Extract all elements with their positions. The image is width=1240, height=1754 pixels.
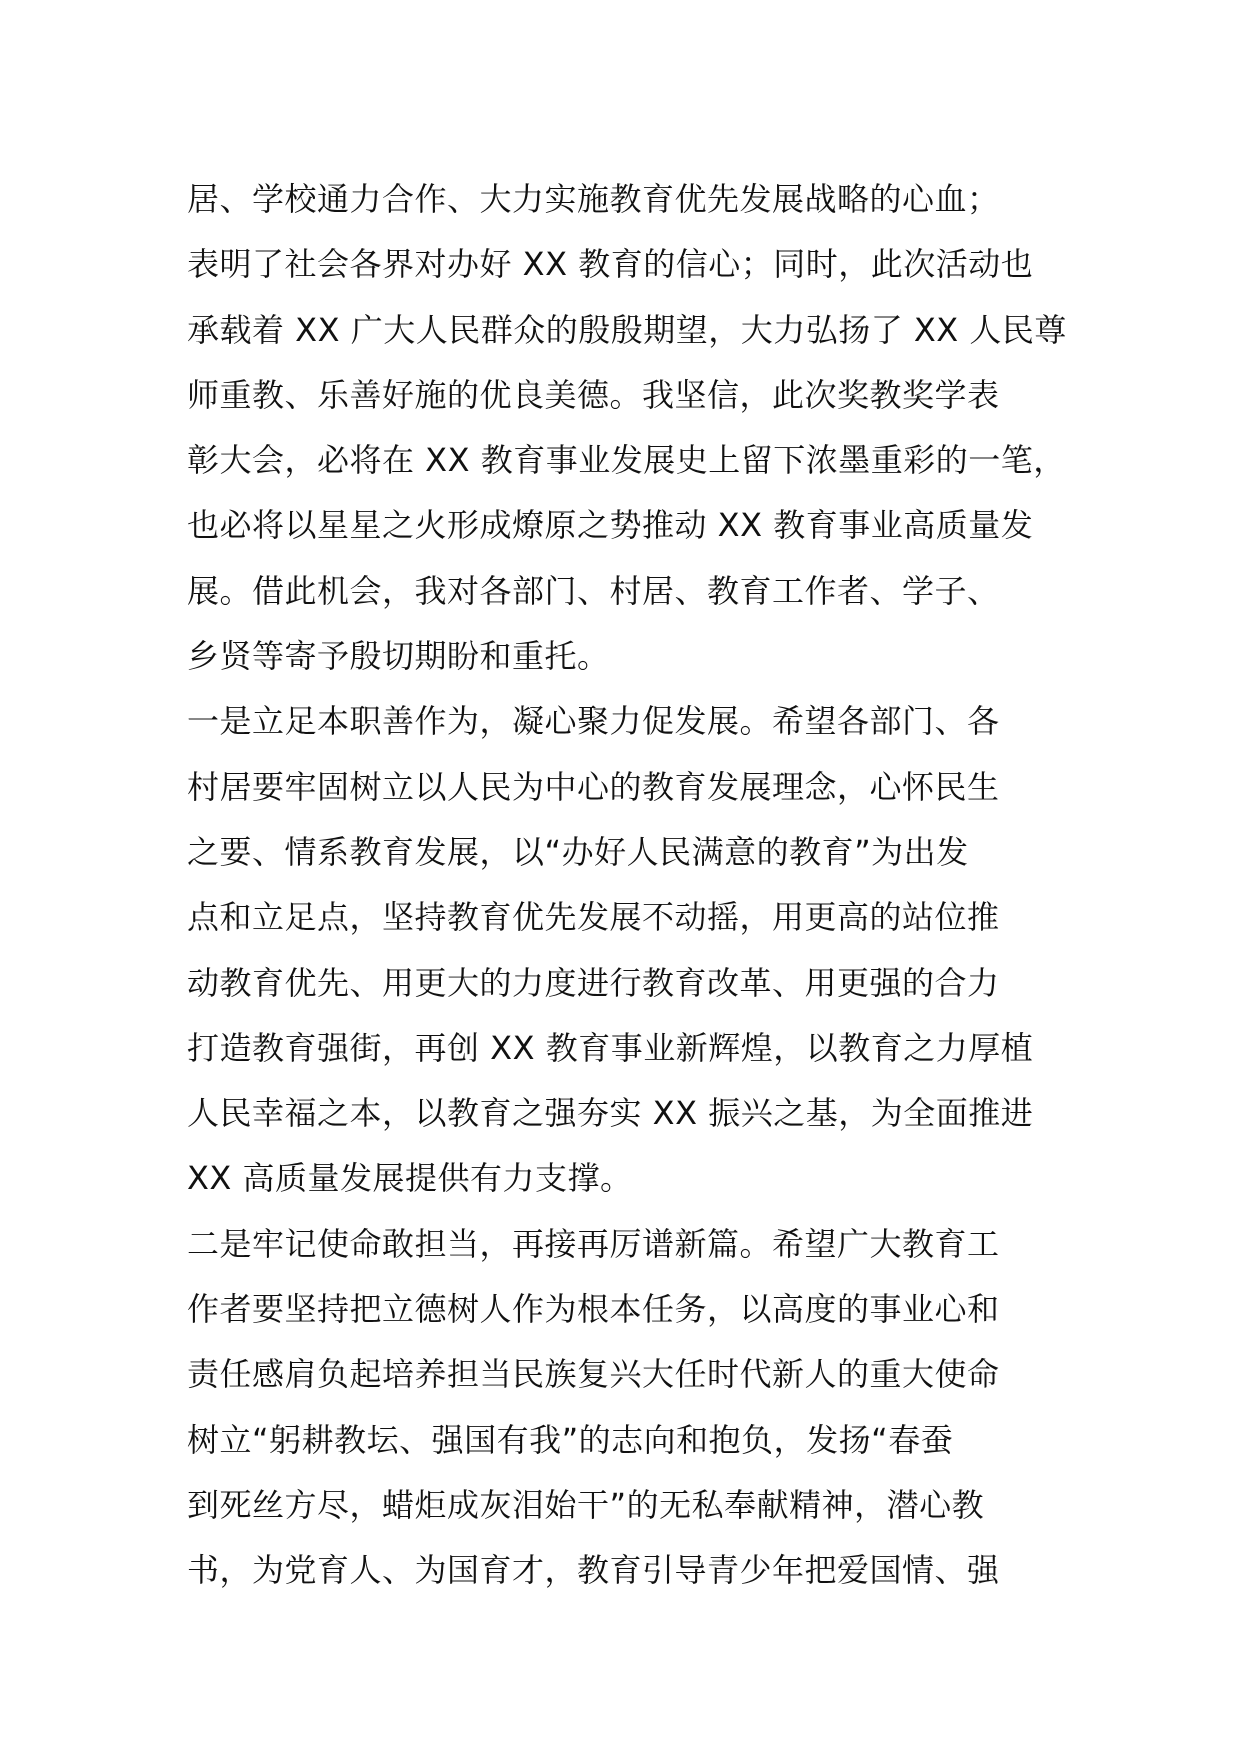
text-line: 承载着 XX 广大人民群众的殷殷期望，大力弘扬了 XX 人民尊 xyxy=(187,310,1067,349)
text-line: 彰大会，必将在 XX 教育事业发展史上留下浓墨重彩的一笔， xyxy=(187,441,1066,480)
text-line: 之要、情系教育发展，以“办好人民满意的教育”为出发 xyxy=(187,832,969,871)
text-line: 二是牢记使命敢担当，再接再厉谱新篇。希望广大教育工 xyxy=(187,1224,1000,1263)
text-line: 责任感肩负起培养担当民族复兴大任时代新人的重大使命 xyxy=(187,1355,1000,1394)
text-line: 到死丝方尽，蜡炬成灰泪始干”的无私奉献精神，潜心教 xyxy=(187,1485,985,1524)
body-text xyxy=(187,167,1087,1604)
text-line: XX 高质量发展提供有力支撑。 xyxy=(187,1159,633,1198)
text-line: 作者要坚持把立德树人作为根本任务，以高度的事业心和 xyxy=(187,1290,1000,1329)
text-line: 书，为党育人、为国育才，教育引导青少年把爱国情、强 xyxy=(187,1551,1000,1590)
text-line: 表明了社会各界对办好 XX 教育的信心；同时，此次活动也 xyxy=(187,245,1034,284)
text-line: 树立“躬耕教坛、强国有我”的志向和抱负，发扬“春蚕 xyxy=(187,1420,954,1459)
text-line: 展。借此机会，我对各部门、村居、教育工作者、学子、 xyxy=(187,571,1000,610)
text-line: 打造教育强街，再创 XX 教育事业新辉煌，以教育之力厚植 xyxy=(187,1028,1034,1067)
text-line: 师重教、乐善好施的优良美德。我坚信，此次奖教奖学表 xyxy=(187,375,1000,414)
text-line: 点和立足点，坚持教育优先发展不动摇，用更高的站位推 xyxy=(187,898,1000,937)
text-line: 也必将以星星之火形成燎原之势推动 XX 教育事业高质量发 xyxy=(187,506,1034,545)
text-line: 一是立足本职善作为，凝心聚力促发展。希望各部门、各 xyxy=(187,702,1000,741)
text-line: 人民幸福之本，以教育之强夯实 XX 振兴之基，为全面推进 xyxy=(187,1094,1034,1133)
text-line: 居、学校通力合作、大力实施教育优先发展战略的心血； xyxy=(187,180,1000,218)
text-line: 动教育优先、用更大的力度进行教育改革、用更强的合力 xyxy=(187,963,1000,1002)
text-line: 乡贤等寄予殷切期盼和重托。 xyxy=(187,637,610,676)
text-line: 村居要牢固树立以人民为中心的教育发展理念，心怀民生 xyxy=(187,767,1000,806)
